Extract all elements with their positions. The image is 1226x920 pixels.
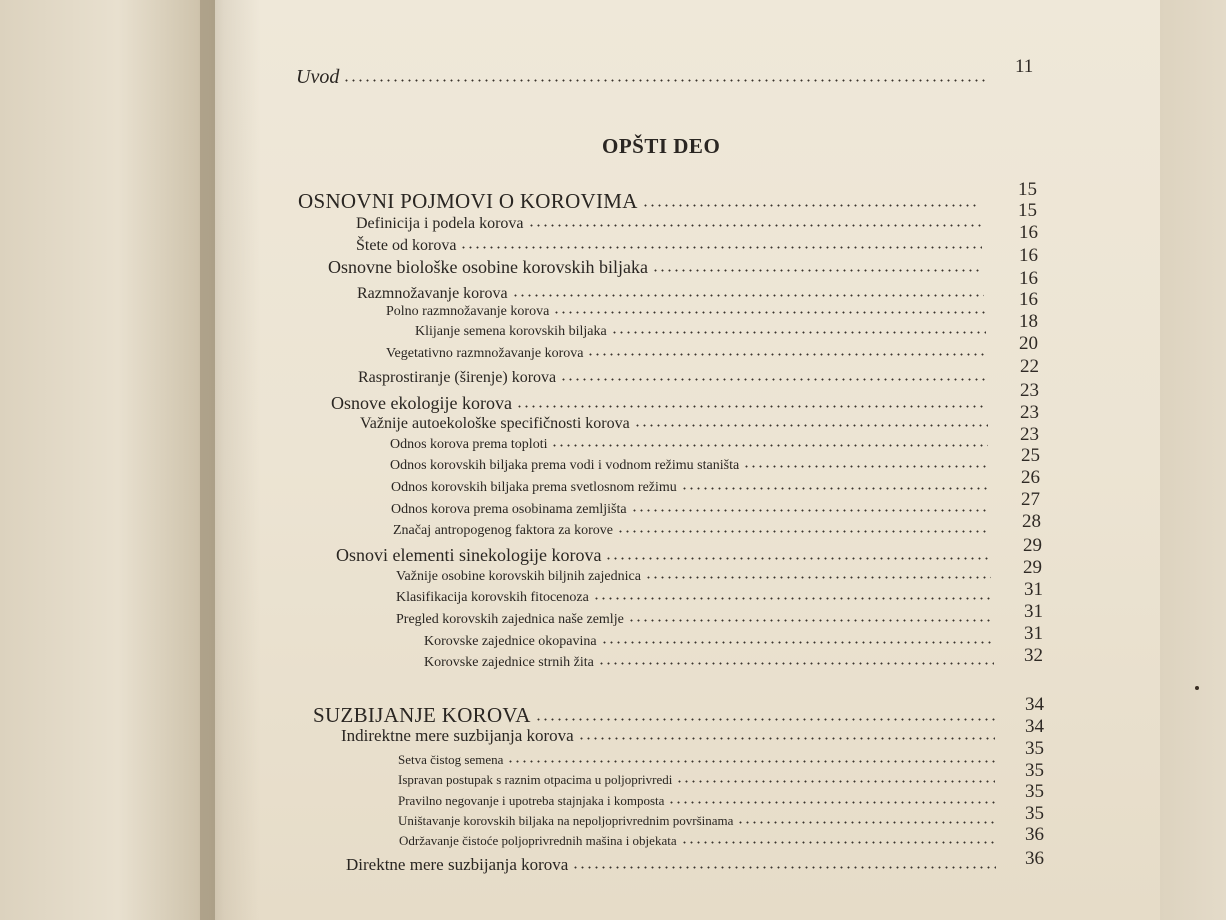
dot-leader — [617, 528, 990, 534]
dot-leader — [512, 291, 984, 298]
toc-page-number: 36 — [1025, 848, 1044, 869]
toc-entry-title: Pregled korovskih zajednica naše zemlje — [396, 612, 624, 627]
dot-leader — [601, 639, 994, 645]
toc-entry — [396, 569, 991, 585]
toc-entry — [356, 237, 982, 255]
toc-entry — [399, 833, 996, 849]
toc-entry-title: Klijanje semena korovskih biljaka — [415, 324, 607, 339]
toc-page-number: 27 — [1021, 489, 1040, 510]
toc-entry-title: Korovske zajednice okopavina — [424, 634, 597, 649]
toc-page-number: 15 — [1018, 179, 1037, 200]
toc-entry-title: Klasifikacija korovskih fitocenoza — [396, 590, 589, 605]
toc-page-number: 23 — [1020, 424, 1039, 445]
toc-page-number: 35 — [1025, 760, 1044, 781]
toc-entry — [298, 189, 980, 214]
dot-leader — [631, 507, 989, 513]
toc-entry — [391, 480, 989, 496]
toc-entry — [328, 257, 983, 278]
toc-page-number: 16 — [1019, 268, 1038, 289]
toc-entry — [386, 304, 985, 320]
toc-entry-title: Pravilno negovanje i upotreba stajnjaka i komposta — [398, 793, 665, 808]
toc-entry — [424, 655, 994, 671]
toc-page-number: 32 — [1024, 645, 1043, 666]
dot-leader — [551, 442, 988, 448]
toc-page-number: 29 — [1023, 557, 1042, 578]
dot-leader — [528, 221, 982, 228]
toc-entry-title: Osnove ekologije korova — [331, 393, 512, 413]
toc-entry — [396, 612, 993, 628]
toc-entry — [398, 813, 995, 829]
dot-leader — [676, 778, 995, 784]
toc-entry — [356, 215, 981, 233]
toc-entry — [336, 545, 990, 566]
section-heading: OPŠTI DEO — [602, 134, 721, 158]
dot-leader — [605, 553, 990, 561]
toc-page-number: 18 — [1019, 311, 1038, 332]
toc-page-number: 34 — [1025, 716, 1044, 737]
toc-page-number: 26 — [1021, 467, 1040, 488]
toc-entry-title: Odnos korova prema osobinama zemljišta — [391, 502, 627, 517]
toc-entry-title: Rasprostiranje (širenje) korova — [358, 369, 557, 386]
toc-entry-title: Vegetativno razmnožavanje korova — [386, 346, 584, 361]
toc-page-number: 34 — [1025, 694, 1044, 715]
toc-page-number: 35 — [1025, 781, 1044, 802]
toc-entry-title: Uništavanje korovskih biljaka na nepoljoprivrednim površinama — [398, 813, 734, 828]
toc-entry — [398, 772, 995, 788]
toc-entry — [391, 502, 989, 518]
dot-leader — [743, 463, 988, 469]
toc-page-number: 23 — [1020, 402, 1039, 423]
toc-entry — [393, 523, 990, 539]
dot-leader — [642, 199, 980, 208]
dot-leader — [737, 819, 995, 825]
toc-entry-title: Osnovne biološke osobine korovskih biljaka — [328, 257, 648, 277]
toc-entry — [415, 324, 986, 340]
toc-entry-title: Važnije osobine korovskih biljnih zajednica — [396, 569, 641, 584]
dot-leader — [343, 74, 986, 83]
dot-leader — [668, 799, 995, 805]
dot-leader — [681, 839, 996, 845]
toc-entry-title: Korovske zajednice strnih žita — [424, 655, 594, 670]
dot-leader — [645, 574, 991, 580]
toc-entry-title: Značaj antropogenog faktora za korove — [393, 523, 614, 538]
dot-leader — [634, 421, 988, 428]
toc-entry-title: Odnos korovskih biljaka prema vodi i vodnom režimu staništa — [390, 458, 740, 473]
dot-leader — [560, 375, 987, 382]
toc-entry-title: Štete od korova — [356, 237, 457, 254]
dot-leader — [587, 351, 986, 357]
toc-page-number: 20 — [1019, 333, 1038, 354]
toc-entry-title: OSNOVNI POJMOVI O KOROVIMA — [298, 189, 638, 213]
toc-entry-title: SUZBIJANJE KOROVA — [313, 703, 531, 727]
toc-page-number: 31 — [1024, 579, 1043, 600]
toc-entry — [358, 369, 987, 387]
dot-leader — [460, 243, 982, 250]
toc-entry-title: Odnos korova prema toploti — [390, 437, 548, 452]
toc-page-number: 28 — [1022, 511, 1041, 532]
toc-page-number: 16 — [1019, 222, 1038, 243]
toc-entry-title: Ispravan postupak s raznim otpacima u poljoprivredi — [398, 772, 673, 787]
toc-entry — [390, 458, 988, 474]
toc-page-number: 23 — [1020, 380, 1039, 401]
toc-page-number: 15 — [1018, 200, 1037, 221]
toc-page-number: 29 — [1023, 535, 1042, 556]
toc-entry-intro — [296, 66, 986, 89]
book-gutter — [200, 0, 260, 920]
paper-speck — [1195, 686, 1199, 690]
dot-leader — [535, 713, 995, 722]
toc-entry — [396, 590, 992, 606]
toc-entry — [360, 415, 988, 433]
toc-entry — [341, 726, 995, 746]
toc-page-number: 35 — [1025, 738, 1044, 759]
toc-page-number: 11 — [1015, 56, 1034, 77]
toc-page-number: 16 — [1019, 245, 1038, 266]
toc-page-number: 31 — [1024, 601, 1043, 622]
toc-entry-title: Setva čistog semena — [398, 752, 504, 767]
toc-page-number: 36 — [1025, 824, 1044, 845]
toc-entry-title: Važnije autoekološke specifičnosti korova — [360, 415, 630, 432]
toc-entry-title: Direktne mere suzbijanja korova — [346, 855, 569, 874]
toc-page-number: 31 — [1024, 623, 1043, 644]
page-edge — [1160, 0, 1226, 920]
left-page — [0, 0, 215, 920]
toc-entry-title: Indirektne mere suzbijanja korova — [341, 726, 574, 745]
toc-entry-title: Uvod — [296, 66, 340, 88]
toc-entry — [357, 285, 984, 303]
dot-leader — [628, 617, 993, 623]
toc-entry — [398, 793, 995, 809]
dot-leader — [611, 329, 986, 335]
toc-entry — [346, 855, 996, 875]
dot-leader — [598, 660, 994, 666]
toc-page-number: 35 — [1025, 803, 1044, 824]
toc-entry-title: Razmnožavanje korova — [357, 285, 508, 302]
toc-entry-title: Odnos korovskih biljaka prema svetlosnom režimu — [391, 480, 677, 495]
dot-leader — [553, 309, 985, 315]
toc-entry-title: Polno razmnožavanje korova — [386, 304, 550, 319]
dot-leader — [572, 862, 996, 870]
toc-entry — [424, 634, 994, 650]
dot-leader — [681, 485, 989, 491]
toc-entry — [398, 752, 995, 768]
toc-entry — [390, 437, 988, 453]
toc-page-number: 25 — [1021, 445, 1040, 466]
toc-entry-title: Osnovi elementi sinekologije korova — [336, 545, 602, 565]
toc-entry — [386, 346, 986, 362]
toc-entry-title: Održavanje čistoće poljoprivrednih mašina i objekata — [399, 833, 677, 848]
dot-leader — [593, 595, 992, 601]
toc-entry-title: Definicija i podela korova — [356, 215, 524, 232]
dot-leader — [516, 401, 987, 409]
dot-leader — [652, 265, 983, 273]
toc-page-number: 22 — [1020, 356, 1039, 377]
dot-leader — [507, 758, 995, 764]
toc-page-number: 16 — [1019, 289, 1038, 310]
toc-entry — [331, 393, 987, 414]
toc-entry — [313, 703, 995, 728]
dot-leader — [578, 733, 995, 741]
